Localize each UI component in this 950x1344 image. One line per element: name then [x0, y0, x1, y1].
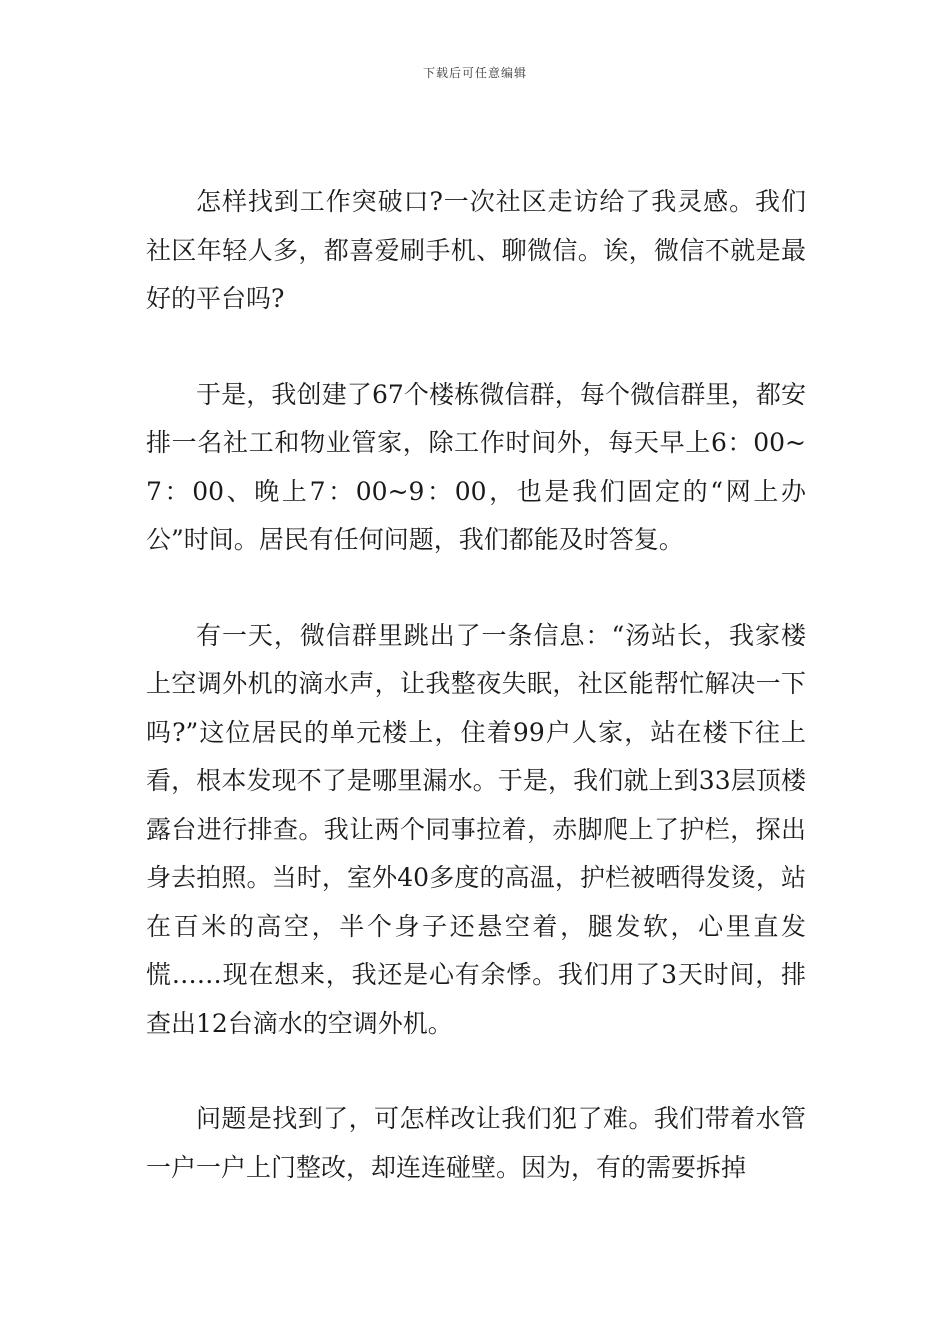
paragraph-4: 问题是找到了，可怎样改让我们犯了难。我们带着水管一户一户上门整改，却连连碰壁。因为，有的需要拆掉: [146, 1104, 806, 1182]
page-header: 下载后可任意编辑: [422, 66, 527, 80]
document-body: [146, 178, 806, 1192]
paragraph-1: 怎样找到工作突破口?一次社区走访给了我灵感。我们社区年轻人多，都喜爱刷手机、聊微信。诶，微信不就是最好的平台吗?: [146, 187, 806, 313]
paragraph-2: 于是，我创建了67个楼栋微信群，每个微信群里，都安排一名社工和物业管家，除工作时间外，每天早上6：00~7：00、晚上7：00~9：00，也是我们固定的“网上办公”时间。居民有任何问题，我们都能及时答复。: [146, 379, 806, 554]
paragraph-3: 有一天，微信群里跳出了一条信息：“汤站长，我家楼上空调外机的滴水声，让我整夜失眠，社区能帮忙解决一下吗?”这位居民的单元楼上，住着99户人家，站在楼下往上看，根本发现不了是哪里漏水。于是，我们就上到33层顶楼露台进行排查。我让两个同事拉着，赤脚爬上了护栏，探出身去拍照。当时，室外40多度的高温，护栏被晒得发烫，站在百米的高空，半个身子还悬空着，腿发软，心里直发慌……现在想来，我还是心有余悸。我们用了3天时间，排查出12台滴水的空调外机。: [146, 620, 806, 1038]
